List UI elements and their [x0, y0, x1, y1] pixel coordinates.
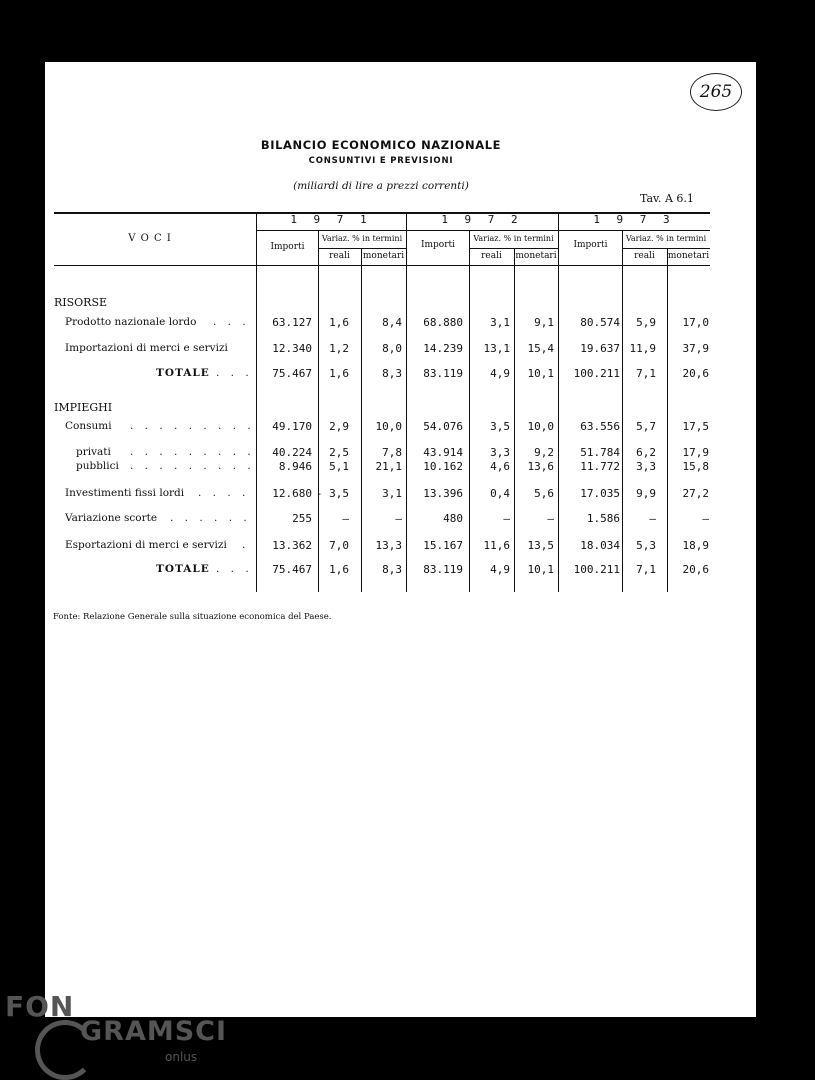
table-cell: 11,6 — [483, 539, 510, 552]
table-cell: 5,6 — [534, 487, 554, 500]
row-label: Investimenti fissi lordi — [65, 487, 185, 499]
row-dots: . . . . . . — [170, 512, 251, 524]
table-cell: 2,9 — [329, 420, 349, 433]
table-cell: 43.914 — [423, 446, 463, 459]
monetari-header: monetari — [515, 251, 557, 261]
table-cell: 7,0 — [329, 539, 349, 552]
table-cell: 5,9 — [636, 316, 656, 329]
table-cell: 12.340 — [272, 342, 312, 355]
table-cell: 1,6 — [329, 563, 349, 576]
table-cell: 54.076 — [423, 420, 463, 433]
table-cell: – — [395, 512, 402, 525]
table-cell: 63.556 — [580, 420, 620, 433]
table-cell: – — [342, 512, 349, 525]
table-cell: 13,1 — [483, 342, 510, 355]
table-cell: 0,4 — [490, 487, 510, 500]
reali-header: reali — [481, 251, 502, 261]
header-bottom-rule — [54, 265, 710, 266]
table-cell: 17.035 — [580, 487, 620, 500]
voci-header: V O C I — [128, 233, 172, 244]
row-label: Esportazioni di merci e servizi — [65, 539, 227, 551]
table-cell: 4,9 — [490, 563, 510, 576]
table-cell: 8,3 — [382, 367, 402, 380]
year-1973: 1 9 7 3 — [593, 213, 675, 226]
table-cell: 13,6 — [527, 460, 554, 473]
table-cell: 6,2 — [636, 446, 656, 459]
row-label-totale: TOTALE — [156, 563, 210, 575]
col-divider — [256, 212, 257, 592]
table-cell: 9,1 — [534, 316, 554, 329]
reali-header: reali — [329, 251, 350, 261]
row-label: Prodotto nazionale lordo — [65, 316, 197, 328]
table-cell: 255 — [292, 512, 312, 525]
table-cell: 4,6 — [490, 460, 510, 473]
table-cell: 27,2 — [682, 487, 709, 500]
table-cell: 13,3 — [375, 539, 402, 552]
table-cell: 5,3 — [636, 539, 656, 552]
table-cell: 3,5 — [490, 420, 510, 433]
table-cell: – — [649, 512, 656, 525]
table-cell: 4,9 — [490, 367, 510, 380]
table-cell: 9,9 — [636, 487, 656, 500]
year-1971: 1 9 7 1 — [290, 213, 372, 226]
reali-header: reali — [634, 251, 655, 261]
table-cell: 9,2 — [534, 446, 554, 459]
row-dots: . . . — [216, 367, 253, 379]
year-1972: 1 9 7 2 — [441, 213, 523, 226]
col-divider — [361, 248, 362, 592]
year-rule — [256, 230, 710, 231]
importi-header: Importi — [270, 242, 305, 252]
table-cell: 68.880 — [423, 316, 463, 329]
col-divider — [558, 212, 559, 592]
row-dots: . . . — [213, 316, 250, 328]
table-cell: 11,9 — [629, 342, 656, 355]
table-cell: 7,1 — [636, 367, 656, 380]
variaz-header: Variaz. % in termini — [625, 234, 707, 243]
importi-header: Importi — [573, 240, 608, 250]
row-dots: . — [242, 539, 250, 551]
table-cell: 11.772 — [580, 460, 620, 473]
row-label: Variazione scorte — [65, 512, 158, 524]
col-divider — [469, 230, 470, 592]
table-cell: – — [503, 512, 510, 525]
table-cell: 19.637 — [580, 342, 620, 355]
table-cell: 75.467 — [272, 367, 312, 380]
row-dots: . . . . . . . . . — [130, 446, 255, 458]
table-cell: 20,6 — [682, 563, 709, 576]
monetari-header: monetari — [362, 251, 405, 261]
table-cell: 7,1 — [636, 563, 656, 576]
table-cell: 100.211 — [573, 367, 620, 380]
table-cell: - 3,5 — [315, 487, 349, 500]
table-cell: 5,1 — [329, 460, 349, 473]
table-cell: – — [702, 512, 709, 525]
table-cell: 17,9 — [682, 446, 709, 459]
table-cell: 3,1 — [490, 316, 510, 329]
table-cell: 2,5 — [329, 446, 349, 459]
table-cell: 1.586 — [586, 512, 620, 525]
table-cell: 13,5 — [527, 539, 554, 552]
document-subtitle: CONSUNTIVI E PREVISIONI — [308, 156, 454, 166]
table-cell: 10,0 — [375, 420, 402, 433]
table-cell: 1,6 — [329, 367, 349, 380]
page-number-stamp: 265 — [690, 73, 742, 111]
watermark-onlus: onlus — [165, 1050, 198, 1064]
subheader-rule-1971 — [318, 248, 406, 249]
table-cell: 83.119 — [423, 367, 463, 380]
table-cell: 10,1 — [527, 563, 554, 576]
document-title: BILANCIO ECONOMICO NAZIONALE — [260, 138, 502, 152]
row-label-totale: TOTALE — [156, 367, 210, 379]
col-divider — [514, 248, 515, 592]
table-cell: 3,1 — [382, 487, 402, 500]
table-cell: 10.162 — [423, 460, 463, 473]
table-cell: 8,4 — [382, 316, 402, 329]
variaz-header: Variaz. % in termini — [473, 234, 554, 243]
table-cell: 480 — [443, 512, 463, 525]
table-cell: 15,8 — [682, 460, 709, 473]
table-cell: 17,5 — [682, 420, 709, 433]
table-cell: 80.574 — [580, 316, 620, 329]
table-cell: 14.239 — [423, 342, 463, 355]
table-cell: 8,3 — [382, 563, 402, 576]
table-reference: Tav. A 6.1 — [640, 192, 694, 205]
col-divider — [667, 248, 668, 592]
monetari-header: monetari — [667, 251, 710, 261]
table-cell: 37,9 — [682, 342, 709, 355]
watermark-gramsci: GRAMSCI — [80, 1016, 228, 1047]
row-dots: . . . — [216, 563, 253, 575]
table-cell: 15.167 — [423, 539, 463, 552]
table-cell: 13.362 — [272, 539, 312, 552]
table-cell: 40.224 — [272, 446, 312, 459]
table-cell: 1,2 — [329, 342, 349, 355]
table-cell: 21,1 — [375, 460, 402, 473]
section-risorse: RISORSE — [54, 296, 108, 309]
variaz-header: Variaz. % in termini — [321, 234, 403, 243]
col-divider — [406, 212, 407, 592]
table-cell: 8.946 — [278, 460, 312, 473]
table-cell: 1,6 — [329, 316, 349, 329]
subheader-rule-1973 — [622, 248, 710, 249]
row-label: Consumi — [65, 420, 112, 432]
source-note: Fonte: Relazione Generale sulla situazione economica del Paese. — [53, 612, 332, 622]
table-cell: 10,1 — [527, 367, 554, 380]
table-cell: 3,3 — [490, 446, 510, 459]
table-cell: 18,9 — [682, 539, 709, 552]
importi-header: Importi — [420, 240, 456, 250]
table-cell: 83.119 — [423, 563, 463, 576]
row-dots: . . . . . . . . . — [130, 460, 255, 472]
table-cell: 15,4 — [527, 342, 554, 355]
table-cell: 5,7 — [636, 420, 656, 433]
table-cell: 100.211 — [573, 563, 620, 576]
row-label: privati — [76, 446, 111, 458]
table-cell: 17,0 — [682, 316, 709, 329]
col-divider — [318, 230, 319, 592]
table-cell: 10,0 — [527, 420, 554, 433]
row-label: pubblici — [76, 460, 119, 472]
row-label: Importazioni di merci e servizi — [65, 342, 228, 354]
table-cell: 49.170 — [272, 420, 312, 433]
table-cell: 18.034 — [580, 539, 620, 552]
table-cell: 8,0 — [382, 342, 402, 355]
table-cell: 75.467 — [272, 563, 312, 576]
table-cell: 13.396 — [423, 487, 463, 500]
table-cell: 63.127 — [272, 316, 312, 329]
section-impieghi: IMPIEGHI — [54, 401, 113, 414]
table-cell: 3,3 — [636, 460, 656, 473]
col-divider — [622, 230, 623, 592]
watermark-text: FON — [5, 990, 75, 1023]
table-cell: 12.680 — [272, 487, 312, 500]
table-cell: 20,6 — [682, 367, 709, 380]
table-cell: 51.784 — [580, 446, 620, 459]
row-dots: . . . . — [198, 487, 250, 499]
table-cell: – — [547, 512, 554, 525]
row-dots: . . . . . . . . . — [130, 420, 255, 432]
units-note: (miliardi di lire a prezzi correnti) — [293, 180, 469, 192]
table-cell: 7,8 — [382, 446, 402, 459]
